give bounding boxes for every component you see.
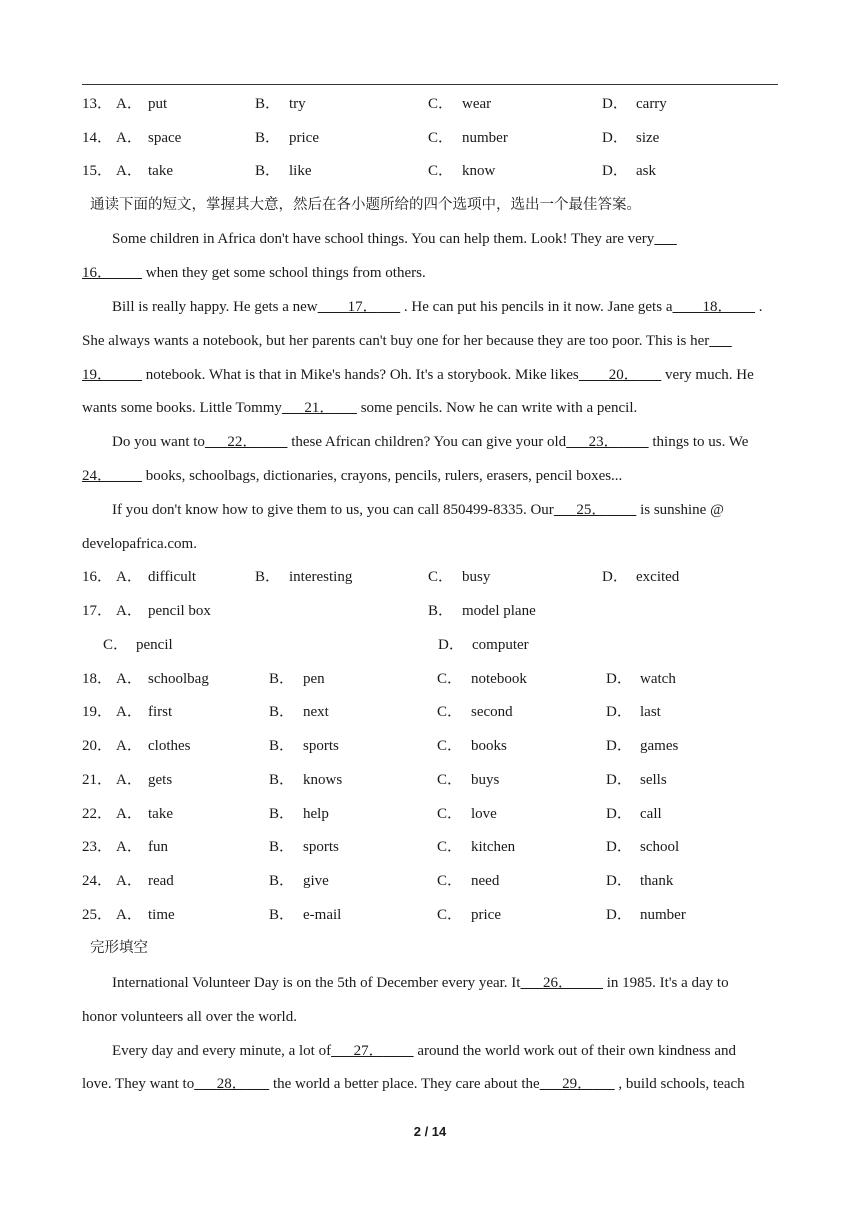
blank-23: 23． <box>588 434 619 450</box>
option-letter: D． <box>602 96 628 112</box>
option-a: time <box>148 907 175 923</box>
option-letter: A． <box>116 96 142 112</box>
option-c: need <box>471 873 500 889</box>
option-a: clothes <box>148 738 191 754</box>
blank <box>733 299 756 315</box>
option-letter: C． <box>437 738 463 754</box>
option-letter: A． <box>116 569 142 585</box>
option-d: size <box>636 130 660 146</box>
option-b: model plane <box>462 603 536 619</box>
option-d: last <box>640 704 661 720</box>
option-letter: C． <box>103 637 129 653</box>
option-letter: D． <box>602 163 628 179</box>
passage-text: If you don't know how to give them to us, you can call 850499-8335. Our <box>112 502 554 518</box>
option-letter: A． <box>116 806 142 822</box>
passage-line <box>82 533 782 555</box>
blank <box>318 299 348 315</box>
option-d: carry <box>636 96 667 112</box>
blank-17: 17． <box>347 299 378 315</box>
passage-text: International Volunteer Day is on the 5th of December every year. It <box>112 975 521 991</box>
question-number: 16． <box>82 569 113 585</box>
option-b: give <box>303 873 329 889</box>
option-b: try <box>289 96 306 112</box>
option-c: kitchen <box>471 839 516 855</box>
option-letter: B． <box>255 96 281 112</box>
option-a: space <box>148 130 182 146</box>
option-letter: A． <box>116 704 142 720</box>
question-number: 14． <box>82 130 113 146</box>
option-a: difficult <box>148 569 197 585</box>
blank <box>579 367 609 383</box>
option-a: take <box>148 806 173 822</box>
option-letter: B． <box>255 130 281 146</box>
passage-text: , build schools, teach <box>614 1076 745 1092</box>
passage-text: the world a better place. They care about the <box>269 1076 540 1092</box>
passage-text: in 1985. It's a day to <box>603 975 729 991</box>
passage-line <box>112 228 812 250</box>
question-23 <box>82 836 782 858</box>
blank-19: 19． <box>82 367 113 383</box>
passage-text: wants some books. Little Tommy <box>82 400 282 416</box>
option-letter: B． <box>428 603 454 619</box>
passage-text: . <box>755 299 763 315</box>
option-c: books <box>471 738 507 754</box>
blank <box>112 468 142 484</box>
option-a: fun <box>148 839 168 855</box>
question-number: 21． <box>82 772 113 788</box>
option-c: notebook <box>471 671 527 687</box>
option-letter: B． <box>255 569 281 585</box>
option-letter: C． <box>428 163 454 179</box>
question-number: 25． <box>82 907 113 923</box>
option-letter: D． <box>606 704 632 720</box>
blank <box>592 1076 615 1092</box>
option-letter: B． <box>269 772 295 788</box>
question-17-cont <box>82 634 782 656</box>
passage-line <box>112 972 812 994</box>
option-letter: A． <box>116 772 142 788</box>
option-letter: D． <box>606 772 632 788</box>
question-number: 18． <box>82 671 113 687</box>
option-letter: D． <box>606 671 632 687</box>
blank <box>566 434 589 450</box>
passage-text: She always wants a notebook, but her parents can't buy one for her because they are too poor. This is her <box>82 333 710 349</box>
option-d: excited <box>636 569 680 585</box>
option-letter: B． <box>269 806 295 822</box>
question-22 <box>82 803 782 825</box>
blank <box>619 434 649 450</box>
question-13 <box>82 93 782 115</box>
option-letter: B． <box>269 907 295 923</box>
option-a: gets <box>148 772 173 788</box>
option-letter: A． <box>116 738 142 754</box>
option-letter: D． <box>602 569 628 585</box>
question-number: 19． <box>82 704 113 720</box>
option-d: school <box>640 839 680 855</box>
blank <box>606 502 636 518</box>
blank-22: 22． <box>227 434 258 450</box>
option-a: first <box>148 704 173 720</box>
option-letter: C． <box>428 569 454 585</box>
passage-text: honor volunteers all over the world. <box>82 1009 297 1025</box>
option-d: ask <box>636 163 656 179</box>
option-letter: B． <box>269 839 295 855</box>
option-letter: C． <box>437 839 463 855</box>
passage-line <box>112 1040 812 1062</box>
question-number: 22． <box>82 806 113 822</box>
option-letter: D． <box>438 637 464 653</box>
blank <box>205 434 228 450</box>
option-b: sports <box>303 839 339 855</box>
passage-text: Some children in Africa don't have school things. You can help them. Look! They are very <box>112 231 655 247</box>
blank <box>540 1076 563 1092</box>
blank-25: 25． <box>576 502 607 518</box>
option-b: sports <box>303 738 339 754</box>
blank <box>378 299 401 315</box>
option-letter: A． <box>116 603 142 619</box>
question-number: 20． <box>82 738 113 754</box>
blank-16: 16． <box>82 265 113 281</box>
question-16 <box>82 566 782 588</box>
option-b: next <box>303 704 329 720</box>
option-letter: C． <box>437 907 463 923</box>
blank <box>112 265 142 281</box>
passage-line <box>82 1006 782 1028</box>
blank <box>282 400 305 416</box>
passage-text: is sunshine @ <box>636 502 724 518</box>
option-b: interesting <box>289 569 353 585</box>
option-a: put <box>148 96 168 112</box>
blank-27: 27． <box>353 1043 384 1059</box>
blank <box>331 1043 354 1059</box>
passage-line <box>112 431 812 453</box>
option-letter: C． <box>437 704 463 720</box>
section-title: 完形填空 <box>90 940 148 956</box>
blank <box>709 333 732 349</box>
option-letter: D． <box>606 806 632 822</box>
question-24 <box>82 870 782 892</box>
passage-line <box>112 296 812 318</box>
blank <box>384 1043 414 1059</box>
option-letter: B． <box>269 704 295 720</box>
blank <box>654 231 677 247</box>
option-c: know <box>462 163 496 179</box>
blank-28: 28． <box>216 1076 247 1092</box>
passage-text: some pencils. Now he can write with a pencil. <box>356 400 638 416</box>
passage-text: developafrica.com. <box>82 536 197 552</box>
passage-text: around the world work out of their own kindness and <box>413 1043 737 1059</box>
option-letter: C． <box>428 130 454 146</box>
option-c: second <box>471 704 513 720</box>
question-number: 23． <box>82 839 113 855</box>
question-19 <box>82 701 782 723</box>
question-14 <box>82 127 782 149</box>
blank <box>194 1076 217 1092</box>
option-c: number <box>462 130 508 146</box>
question-number: 13． <box>82 96 113 112</box>
option-letter: B． <box>255 163 281 179</box>
passage-text: books, schoolbags, dictionaries, crayons, pencils, rulers, erasers, pencil boxes... <box>142 468 623 484</box>
option-c: buys <box>471 772 500 788</box>
blank <box>257 434 287 450</box>
option-a: take <box>148 163 173 179</box>
blank <box>672 299 702 315</box>
question-25 <box>82 904 782 926</box>
option-c: wear <box>462 96 492 112</box>
option-letter: D． <box>606 907 632 923</box>
question-15 <box>82 160 782 182</box>
passage-text: notebook. What is that in Mike's hands? Oh. It's a storybook. Mike likes <box>142 367 579 383</box>
option-letter: A． <box>116 873 142 889</box>
option-letter: C． <box>437 873 463 889</box>
option-d: number <box>640 907 686 923</box>
option-b: help <box>303 806 329 822</box>
option-a: schoolbag <box>148 671 209 687</box>
passage-line <box>112 499 812 521</box>
passage-text: . He can put his pencils in it now. Jane gets a <box>400 299 673 315</box>
option-d: sells <box>640 772 667 788</box>
question-number: 17． <box>82 603 113 619</box>
passage-line <box>82 397 782 419</box>
option-d: call <box>640 806 662 822</box>
option-b: like <box>289 163 312 179</box>
option-letter: D． <box>602 130 628 146</box>
passage-line <box>82 262 782 284</box>
blank-20: 20． <box>608 367 639 383</box>
blank-26: 26． <box>542 975 573 991</box>
option-b: price <box>289 130 319 146</box>
option-d: computer <box>472 637 529 653</box>
option-a: read <box>148 873 174 889</box>
blank <box>520 975 543 991</box>
passage-text: when they get some school things from others. <box>142 265 426 281</box>
option-letter: C． <box>437 671 463 687</box>
question-18 <box>82 668 782 690</box>
option-d: thank <box>640 873 674 889</box>
option-letter: A． <box>116 130 142 146</box>
question-17 <box>82 600 782 622</box>
option-d: games <box>640 738 679 754</box>
passage-line <box>82 364 782 386</box>
option-letter: D． <box>606 738 632 754</box>
option-c: love <box>471 806 497 822</box>
question-number: 24． <box>82 873 113 889</box>
passage-text: these African children? You can give your old <box>287 434 567 450</box>
option-letter: A． <box>116 163 142 179</box>
option-b: e-mail <box>303 907 342 923</box>
option-b: pen <box>303 671 325 687</box>
option-c: pencil <box>136 637 173 653</box>
passage-text: Every day and every minute, a lot of <box>112 1043 332 1059</box>
passage-text: Bill is really happy. He gets a new <box>112 299 318 315</box>
passage-line <box>82 1073 782 1095</box>
option-letter: C． <box>437 772 463 788</box>
option-letter: B． <box>269 738 295 754</box>
blank-24: 24． <box>82 468 113 484</box>
blank-21: 21． <box>304 400 335 416</box>
option-letter: C． <box>428 96 454 112</box>
page-number: 2 / 14 <box>413 1124 447 1139</box>
blank <box>573 975 603 991</box>
top-rule <box>82 84 778 85</box>
option-c: busy <box>462 569 491 585</box>
blank <box>554 502 577 518</box>
question-number: 15． <box>82 163 113 179</box>
option-b: knows <box>303 772 343 788</box>
question-21 <box>82 769 782 791</box>
passage-text: love. They want to <box>82 1076 195 1092</box>
blank <box>247 1076 270 1092</box>
option-letter: A． <box>116 839 142 855</box>
option-letter: A． <box>116 907 142 923</box>
option-letter: B． <box>269 671 295 687</box>
option-letter: D． <box>606 873 632 889</box>
blank <box>334 400 357 416</box>
section-instruction: 通读下面的短文，掌握其大意，然后在各小题所给的四个选项中，选出一个最佳答案。 <box>90 197 641 213</box>
option-letter: B． <box>269 873 295 889</box>
blank <box>639 367 662 383</box>
blank-29: 29． <box>562 1076 593 1092</box>
passage-text: Do you want to <box>112 434 205 450</box>
option-d: watch <box>640 671 676 687</box>
passage-line <box>82 330 782 352</box>
blank-18: 18． <box>702 299 733 315</box>
passage-text: things to us. We <box>648 434 749 450</box>
option-a: pencil box <box>148 603 211 619</box>
blank <box>112 367 142 383</box>
option-letter: A． <box>116 671 142 687</box>
passage-line <box>82 465 782 487</box>
option-c: price <box>471 907 501 923</box>
passage-text: very much. He <box>661 367 754 383</box>
question-20 <box>82 735 782 757</box>
option-letter: C． <box>437 806 463 822</box>
option-letter: D． <box>606 839 632 855</box>
